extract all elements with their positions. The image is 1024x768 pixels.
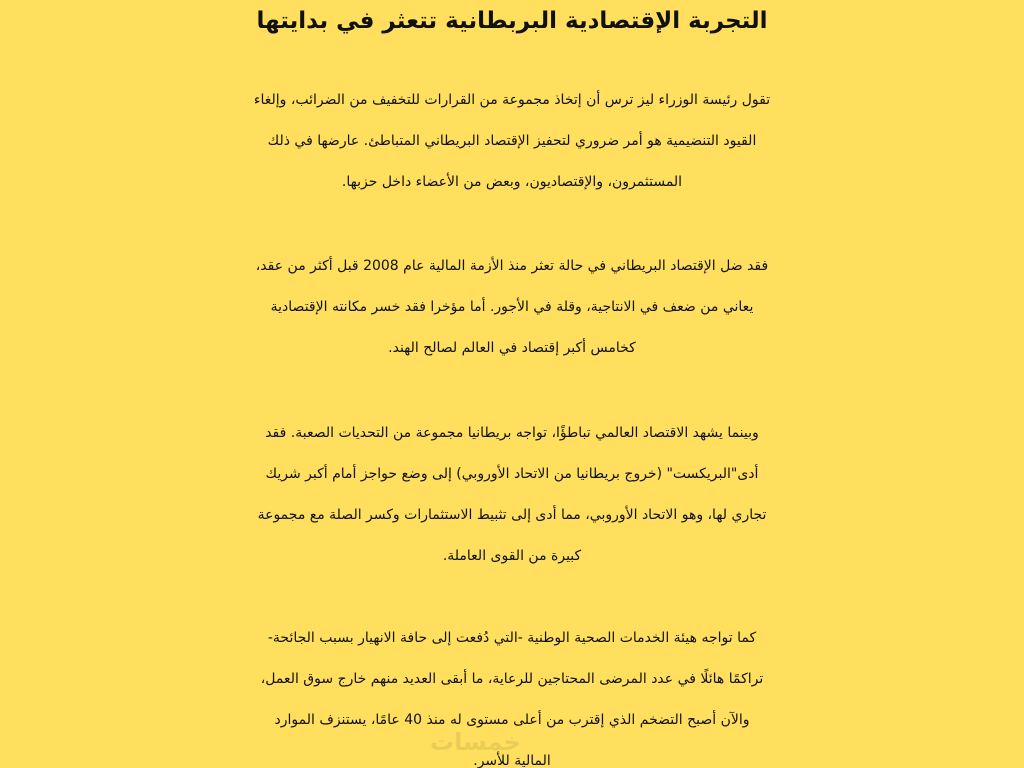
paragraph-line: تراكمًا هائلًا في عدد المرضى المحتاجين للرعاية، ما أبقى العديد منهم خارج سوق العمل، [260,671,764,687]
watermark-logo: خمسات [430,728,521,756]
paragraph-2 [6,246,1018,369]
paragraph-line: والآن أصبح التضخم الذي إقترب من أعلى مستوى له منذ 40 عامًا، يستنزف الموارد [274,712,750,728]
paragraph-line: يعاني من ضعف في الانتاجية، وقلة في الأجور. أما مؤخرا فقد خسر مكانته الإقتصادية [270,299,754,315]
paragraph-line: وبينما يشهد الاقتصاد العالمي تباطؤًا، تواجه بريطانيا مجموعة من التحديات الصعبة. فقد [265,425,759,441]
paragraph-line: كما تواجه هيئة الخدمات الصحية الوطنية -التي دُفعت إلى حافة الانهيار بسبب الجائحة- [267,630,757,646]
paragraph-line: المستثمرون، والإقتصاديون، وبعض من الأعضاء داخل حزبها. [341,174,683,190]
paragraph-line: المالية للأسر. [473,753,551,768]
paragraph-line: فقد ضل الإقتصاد البريطاني في حالة تعثر منذ الأزمة المالية عام 2008 قبل أكثر من عقد، [255,258,769,274]
paragraph-line: تقول رئيسة الوزراء ليز ترس أن إتخاذ مجموعة من القرارات للتخفيف من الضرائب، وإلغاء [253,92,771,108]
paragraph-line: كبيرة من القوى العاملة. [442,548,582,564]
paragraph-3 [6,413,1018,577]
paragraph-line: تجاري لها، وهو الاتحاد الأوروبي، مما أدى إلى تثبيط الاستثمارات وكسر الصلة مع مجموعة [257,507,767,523]
paragraph-line: أدى"البريكست" (خروج بريطانيا من الاتحاد الأوروبي) إلى وضع حواجز أمام أكبر شريك [265,466,759,482]
page-title: التجربة الإقتصادية البربطانية تتعثر في بدايتها [256,8,768,34]
paragraph-1 [6,80,1018,203]
paragraph-line: القيود التنضيمية هو أمر ضروري لتحفيز الإقتصاد البريطاني المتباطئ. عارضها في ذلك [267,133,757,149]
paragraph-line: كخامس أكبر إقتصاد في العالم لصالح الهند. [388,340,636,356]
